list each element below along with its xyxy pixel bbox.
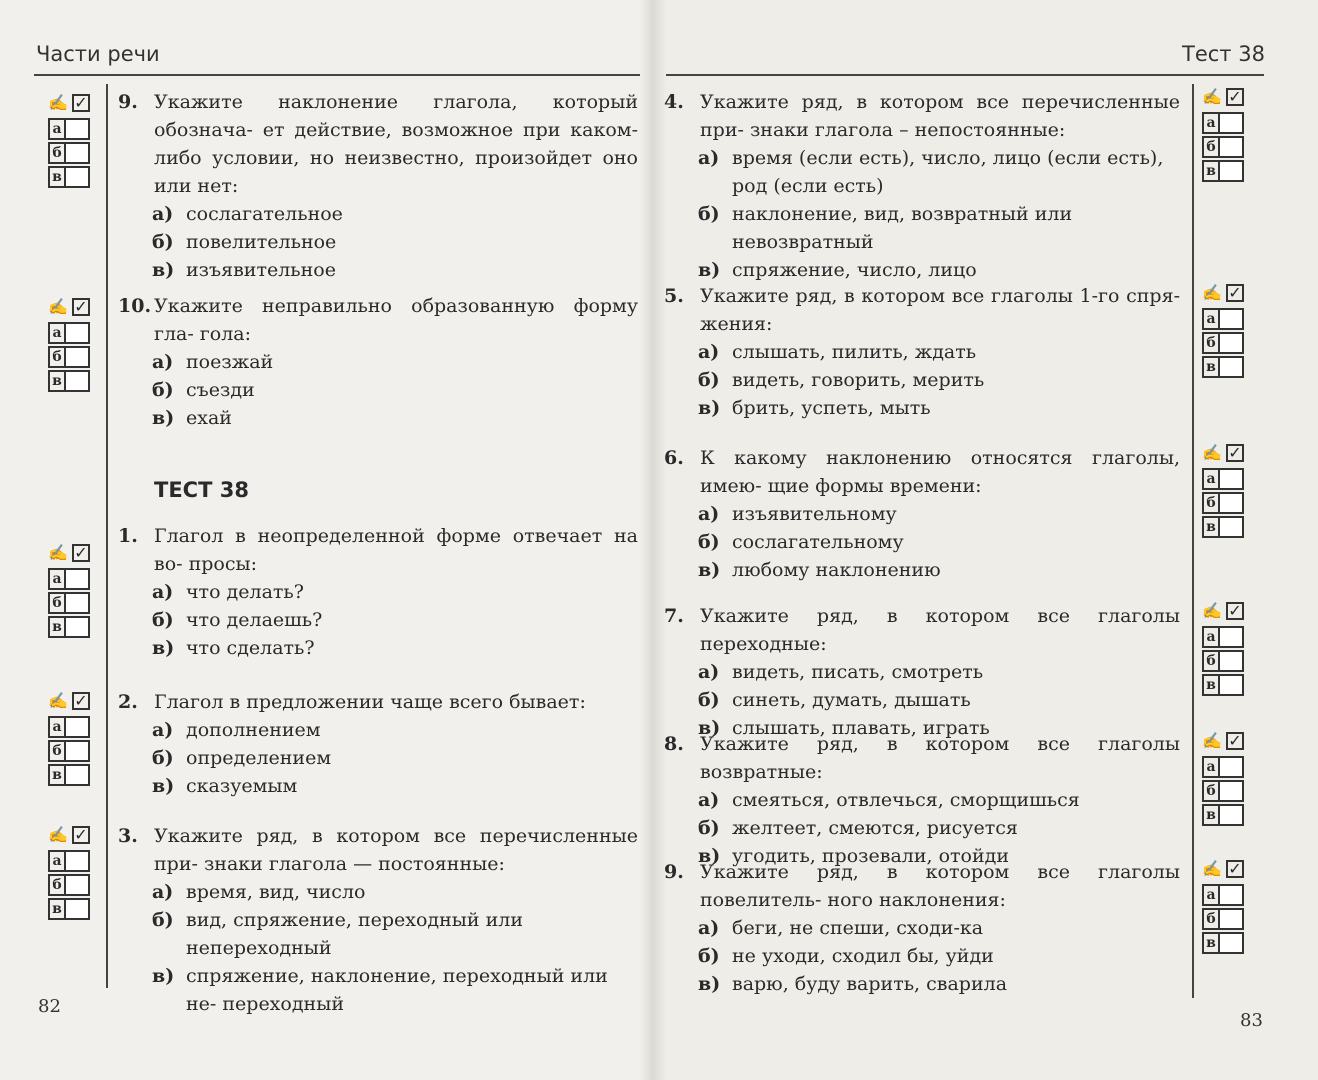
option-text: поезжай xyxy=(186,351,274,373)
question-left-4 xyxy=(118,688,638,800)
answer-option xyxy=(698,144,1180,200)
option-text: сослагательное xyxy=(186,203,343,225)
question-number: 5. xyxy=(664,285,684,307)
question-right-6 xyxy=(664,858,1180,998)
answer-checkbox[interactable] xyxy=(66,764,90,786)
option-text: слышать, пилить, ждать xyxy=(732,341,977,363)
option-letter: б) xyxy=(698,689,720,711)
option-text: любому наклонению xyxy=(732,559,941,581)
answer-checkbox[interactable] xyxy=(1220,884,1244,906)
question-text: Укажите ряд, в котором все перечисленные при- знаки глагола – непостоянные: xyxy=(700,91,1180,141)
answer-label: в xyxy=(48,898,66,920)
answer-option xyxy=(152,744,638,772)
answer-option xyxy=(698,394,1180,422)
answer-box-header xyxy=(48,822,98,848)
option-text: сказуемым xyxy=(186,775,298,797)
option-letter: в) xyxy=(698,717,721,739)
answer-checkbox[interactable] xyxy=(1220,160,1244,182)
answer-checkbox[interactable] xyxy=(66,740,90,762)
pen-icon: ✍ xyxy=(1202,87,1222,106)
answer-box-group xyxy=(1202,728,1252,826)
answer-checkbox-row[interactable] xyxy=(1202,308,1252,330)
answer-label: а xyxy=(1202,112,1220,134)
option-letter: б) xyxy=(698,203,720,225)
question-stem xyxy=(664,858,1180,914)
pen-icon: ✍ xyxy=(1202,443,1222,462)
answer-box-header xyxy=(48,688,98,714)
option-letter: в) xyxy=(152,775,175,797)
answer-checkbox-row[interactable] xyxy=(48,592,98,614)
answer-box-group xyxy=(48,90,98,188)
checkbox-icon: ✓ xyxy=(72,826,90,844)
option-letter: в) xyxy=(698,259,721,281)
question-number: 6. xyxy=(664,447,684,469)
checkbox-icon: ✓ xyxy=(1226,860,1244,878)
option-text: изъявительное xyxy=(186,259,336,281)
answer-checkbox[interactable] xyxy=(66,370,90,392)
answer-box-group xyxy=(1202,856,1252,954)
question-left-2 xyxy=(118,292,638,432)
question-text: Укажите ряд, в котором все перечисленные при- знаки глагола — постоянные: xyxy=(154,825,638,875)
option-text: ехай xyxy=(186,407,232,429)
answer-checkbox-row[interactable] xyxy=(1202,650,1252,672)
answer-checkbox[interactable] xyxy=(66,142,90,164)
option-text: слышать, плавать, играть xyxy=(732,717,990,739)
answer-checkbox[interactable] xyxy=(66,616,90,638)
answer-checkbox-row[interactable] xyxy=(1202,332,1252,354)
answer-checkbox[interactable] xyxy=(66,850,90,872)
answer-option xyxy=(152,772,638,800)
answer-checkbox-row[interactable] xyxy=(48,764,98,786)
question-text: Глагол в предложении чаще всего бывает: xyxy=(154,691,586,713)
option-text: определением xyxy=(186,747,332,769)
answer-box-header xyxy=(1202,856,1252,882)
option-letter: б) xyxy=(698,817,720,839)
answer-label: б xyxy=(1202,650,1220,672)
option-text: спряжение, наклонение, переходный или не- переходный xyxy=(186,965,608,1015)
option-text: спряжение, число, лицо xyxy=(732,259,977,281)
answer-option xyxy=(698,914,1180,942)
question-number: 8. xyxy=(664,733,684,755)
answer-checkbox[interactable] xyxy=(1220,804,1244,826)
question-stem xyxy=(118,822,638,878)
checkbox-icon: ✓ xyxy=(1226,88,1244,106)
answer-label: б xyxy=(48,740,66,762)
option-letter: а) xyxy=(152,881,174,903)
option-text: варю, буду варить, сварила xyxy=(732,973,1008,995)
answer-checkbox-row[interactable] xyxy=(1202,884,1252,906)
answer-option xyxy=(698,942,1180,970)
question-number: 9. xyxy=(118,91,138,113)
option-letter: а) xyxy=(698,147,720,169)
option-letter: в) xyxy=(698,973,721,995)
pen-icon: ✍ xyxy=(48,543,68,562)
option-letter: в) xyxy=(698,845,721,867)
option-letter: б) xyxy=(698,369,720,391)
question-stem xyxy=(664,282,1180,338)
option-letter: а) xyxy=(152,351,174,373)
answer-option xyxy=(698,556,1180,584)
option-letter: в) xyxy=(152,965,175,987)
question-text: Укажите ряд, в котором все глаголы возвратные: xyxy=(700,733,1180,783)
option-text: время (если есть), число, лицо (если есть), род (если есть) xyxy=(732,147,1164,197)
option-text: вид, спряжение, переходный или непереходный xyxy=(186,909,524,959)
option-letter: б) xyxy=(152,231,174,253)
answer-checkbox[interactable] xyxy=(1220,112,1244,134)
question-number: 9. xyxy=(664,861,684,883)
answer-checkbox[interactable] xyxy=(1220,780,1244,802)
option-text: видеть, говорить, мерить xyxy=(732,369,985,391)
question-text: Глагол в неопределенной форме отвечает на во- просы: xyxy=(154,525,638,575)
option-letter: б) xyxy=(152,609,174,631)
answer-checkbox[interactable] xyxy=(1220,932,1244,954)
checkbox-icon: ✓ xyxy=(1226,444,1244,462)
answer-checkbox[interactable] xyxy=(66,346,90,368)
checkbox-icon: ✓ xyxy=(1226,284,1244,302)
answer-box-group xyxy=(1202,84,1252,182)
answer-checkbox-row[interactable] xyxy=(48,568,98,590)
answer-label: в xyxy=(48,166,66,188)
pen-icon: ✍ xyxy=(48,691,68,710)
page-number-right: 83 xyxy=(1240,1010,1263,1031)
answer-label: б xyxy=(1202,908,1220,930)
answer-option xyxy=(698,500,1180,528)
question-left-5 xyxy=(118,822,638,1018)
answer-checkbox[interactable] xyxy=(66,716,90,738)
option-letter: а) xyxy=(152,203,174,225)
answer-option xyxy=(698,686,1180,714)
question-text: Укажите неправильно образованную форму гла- гола: xyxy=(154,295,638,345)
question-stem xyxy=(118,88,638,200)
answer-option xyxy=(152,634,638,662)
answer-option xyxy=(152,200,638,228)
question-stem xyxy=(118,688,638,716)
page-number-left: 82 xyxy=(38,996,61,1017)
option-text: желтеет, смеются, рисуется xyxy=(732,817,1018,839)
answer-checkbox[interactable] xyxy=(66,568,90,590)
answer-option xyxy=(152,878,638,906)
answer-box-group xyxy=(1202,598,1252,696)
option-letter: в) xyxy=(152,259,175,281)
answer-box-header xyxy=(1202,280,1252,306)
test-title: ТЕСТ 38 xyxy=(154,478,249,502)
question-left-3 xyxy=(118,522,638,662)
question-text: Укажите ряд, в котором все глаголы 1-го спря- жения: xyxy=(700,285,1180,335)
option-letter: а) xyxy=(698,661,720,683)
question-right-3 xyxy=(664,444,1180,584)
answer-label: в xyxy=(1202,804,1220,826)
answer-option xyxy=(698,528,1180,556)
margin-rule-right xyxy=(1192,84,1194,998)
answer-checkbox[interactable] xyxy=(1220,908,1244,930)
header-rule-left xyxy=(34,74,646,76)
answer-label: а xyxy=(1202,756,1220,778)
answer-label: в xyxy=(1202,516,1220,538)
answer-checkbox-row[interactable] xyxy=(48,850,98,872)
answer-box-group xyxy=(48,540,98,638)
option-text: время, вид, число xyxy=(186,881,366,903)
option-letter: а) xyxy=(698,503,720,525)
answer-checkbox-row[interactable] xyxy=(48,322,98,344)
header-rule-right xyxy=(652,74,1264,76)
checkbox-icon: ✓ xyxy=(72,692,90,710)
option-text: беги, не спеши, сходи-ка xyxy=(732,917,984,939)
answer-checkbox[interactable] xyxy=(66,592,90,614)
option-text: смеяться, отвлечься, сморщишься xyxy=(732,789,1080,811)
answer-label: б xyxy=(1202,780,1220,802)
answer-checkbox-row[interactable] xyxy=(1202,112,1252,134)
option-letter: б) xyxy=(152,379,174,401)
running-head-left: Части речи xyxy=(36,42,160,66)
question-stem xyxy=(118,292,638,348)
answer-option xyxy=(698,366,1180,394)
question-number: 10. xyxy=(118,295,152,317)
running-head-right: Тест 38 xyxy=(1182,42,1265,66)
answer-label: в xyxy=(48,616,66,638)
answer-checkbox[interactable] xyxy=(66,322,90,344)
option-text: видеть, писать, смотреть xyxy=(732,661,984,683)
answer-label: б xyxy=(48,874,66,896)
question-stem xyxy=(664,444,1180,500)
pen-icon: ✍ xyxy=(48,297,68,316)
option-letter: в) xyxy=(152,637,175,659)
answer-option xyxy=(152,606,638,634)
answer-option xyxy=(152,716,638,744)
answer-option xyxy=(152,578,638,606)
question-number: 1. xyxy=(118,525,138,547)
option-letter: а) xyxy=(152,581,174,603)
question-left-1 xyxy=(118,88,638,284)
option-text: съезди xyxy=(186,379,255,401)
answer-label: в xyxy=(1202,356,1220,378)
answer-label: в xyxy=(48,370,66,392)
answer-label: а xyxy=(48,850,66,872)
answer-checkbox-row[interactable] xyxy=(48,166,98,188)
answer-checkbox-row[interactable] xyxy=(48,346,98,368)
answer-option xyxy=(152,962,638,1018)
answer-checkbox-row[interactable] xyxy=(1202,516,1252,538)
answer-option xyxy=(152,256,638,284)
question-right-5 xyxy=(664,730,1180,870)
answer-checkbox-row[interactable] xyxy=(48,874,98,896)
option-letter: а) xyxy=(152,719,174,741)
answer-checkbox-row[interactable] xyxy=(1202,160,1252,182)
answer-checkbox[interactable] xyxy=(1220,492,1244,514)
answer-checkbox-row[interactable] xyxy=(48,740,98,762)
answer-checkbox[interactable] xyxy=(1220,516,1244,538)
option-letter: в) xyxy=(698,397,721,419)
answer-checkbox[interactable] xyxy=(66,166,90,188)
answer-label: в xyxy=(1202,932,1220,954)
answer-checkbox[interactable] xyxy=(1220,756,1244,778)
answer-checkbox[interactable] xyxy=(1220,626,1244,648)
answer-checkbox-row[interactable] xyxy=(48,616,98,638)
pen-icon: ✍ xyxy=(1202,731,1222,750)
question-text: Укажите ряд, в котором все глаголы переходные: xyxy=(700,605,1180,655)
answer-label: б xyxy=(1202,332,1220,354)
answer-option xyxy=(152,906,638,962)
answer-checkbox-row[interactable] xyxy=(1202,136,1252,158)
answer-box-group xyxy=(1202,280,1252,378)
answer-label: б xyxy=(1202,492,1220,514)
answer-checkbox[interactable] xyxy=(1220,332,1244,354)
answer-checkbox[interactable] xyxy=(66,898,90,920)
answer-checkbox-row[interactable] xyxy=(1202,756,1252,778)
answer-checkbox[interactable] xyxy=(1220,308,1244,330)
option-text: дополнением xyxy=(186,719,321,741)
question-text: Укажите ряд, в котором все глаголы повелитель- ного наклонения: xyxy=(700,861,1180,911)
option-letter: а) xyxy=(698,917,720,939)
answer-option xyxy=(152,404,638,432)
answer-label: а xyxy=(1202,308,1220,330)
answer-checkbox[interactable] xyxy=(1220,650,1244,672)
answer-label: б xyxy=(48,592,66,614)
answer-checkbox-row[interactable] xyxy=(48,142,98,164)
option-text: что сделать? xyxy=(186,637,315,659)
answer-option xyxy=(152,228,638,256)
question-stem xyxy=(664,602,1180,658)
answer-box-header xyxy=(1202,598,1252,624)
answer-option xyxy=(152,348,638,376)
option-text: синеть, думать, дышать xyxy=(732,689,971,711)
option-text: что делаешь? xyxy=(186,609,323,631)
answer-checkbox-row[interactable] xyxy=(48,370,98,392)
answer-checkbox-row[interactable] xyxy=(48,898,98,920)
margin-rule-left xyxy=(106,84,108,988)
answer-box-header xyxy=(48,540,98,566)
answer-option xyxy=(698,658,1180,686)
answer-option xyxy=(698,256,1180,284)
answer-checkbox-row[interactable] xyxy=(1202,492,1252,514)
answer-label: б xyxy=(48,142,66,164)
answer-box-group xyxy=(48,822,98,920)
question-text: К какому наклонению относятся глаголы, имею- щие формы времени: xyxy=(700,447,1180,497)
option-text: наклонение, вид, возвратный или невозвратный xyxy=(732,203,1073,253)
option-letter: б) xyxy=(152,747,174,769)
question-number: 7. xyxy=(664,605,684,627)
answer-option xyxy=(698,200,1180,256)
answer-option xyxy=(698,338,1180,366)
answer-checkbox-row[interactable] xyxy=(1202,804,1252,826)
answer-checkbox-row[interactable] xyxy=(1202,356,1252,378)
answer-checkbox-row[interactable] xyxy=(1202,908,1252,930)
answer-box-header xyxy=(48,90,98,116)
option-letter: б) xyxy=(698,945,720,967)
question-right-2 xyxy=(664,282,1180,422)
answer-box-header xyxy=(1202,728,1252,754)
answer-label: а xyxy=(1202,884,1220,906)
question-number: 4. xyxy=(664,91,684,113)
answer-box-header xyxy=(48,294,98,320)
question-number: 2. xyxy=(118,691,138,713)
checkbox-icon: ✓ xyxy=(72,94,90,112)
answer-box-group xyxy=(48,294,98,392)
answer-box-group xyxy=(1202,440,1252,538)
option-text: изъявительному xyxy=(732,503,897,525)
pen-icon: ✍ xyxy=(1202,601,1222,620)
answer-label: а xyxy=(1202,626,1220,648)
answer-box-header xyxy=(1202,84,1252,110)
pen-icon: ✍ xyxy=(1202,283,1222,302)
answer-box-group xyxy=(48,688,98,786)
answer-checkbox[interactable] xyxy=(66,118,90,140)
question-stem xyxy=(118,522,638,578)
answer-label: в xyxy=(48,764,66,786)
answer-checkbox-row[interactable] xyxy=(48,118,98,140)
answer-checkbox[interactable] xyxy=(1220,136,1244,158)
book-gutter xyxy=(640,0,666,1080)
checkbox-icon: ✓ xyxy=(1226,602,1244,620)
option-text: угодить, прозевали, отойди xyxy=(732,845,1009,867)
answer-checkbox-row[interactable] xyxy=(1202,626,1252,648)
checkbox-icon: ✓ xyxy=(72,298,90,316)
answer-option xyxy=(152,376,638,404)
option-text: брить, успеть, мыть xyxy=(732,397,931,419)
answer-checkbox[interactable] xyxy=(1220,674,1244,696)
option-letter: а) xyxy=(698,341,720,363)
answer-checkbox-row[interactable] xyxy=(1202,780,1252,802)
answer-checkbox[interactable] xyxy=(66,874,90,896)
pen-icon: ✍ xyxy=(48,825,68,844)
option-letter: в) xyxy=(152,407,175,429)
answer-box-header xyxy=(1202,440,1252,466)
option-text: не уходи, сходил бы, уйди xyxy=(732,945,994,967)
answer-option xyxy=(698,786,1180,814)
option-letter: б) xyxy=(698,531,720,553)
answer-checkbox[interactable] xyxy=(1220,468,1244,490)
pen-icon: ✍ xyxy=(48,93,68,112)
pen-icon: ✍ xyxy=(1202,859,1222,878)
answer-label: б xyxy=(48,346,66,368)
question-stem xyxy=(664,730,1180,786)
checkbox-icon: ✓ xyxy=(1226,732,1244,750)
question-right-4 xyxy=(664,602,1180,742)
answer-checkbox[interactable] xyxy=(1220,356,1244,378)
answer-label: в xyxy=(1202,674,1220,696)
checkbox-icon: ✓ xyxy=(72,544,90,562)
answer-label: а xyxy=(48,118,66,140)
answer-label: а xyxy=(1202,468,1220,490)
option-letter: а) xyxy=(698,789,720,811)
answer-checkbox-row[interactable] xyxy=(1202,674,1252,696)
answer-label: в xyxy=(1202,160,1220,182)
question-stem xyxy=(664,88,1180,144)
answer-option xyxy=(698,970,1180,998)
answer-label: а xyxy=(48,568,66,590)
option-text: что делать? xyxy=(186,581,304,603)
question-right-1 xyxy=(664,88,1180,284)
answer-option xyxy=(698,814,1180,842)
question-number: 3. xyxy=(118,825,138,847)
answer-checkbox-row[interactable] xyxy=(48,716,98,738)
answer-label: а xyxy=(48,716,66,738)
answer-checkbox-row[interactable] xyxy=(1202,932,1252,954)
option-text: повелительное xyxy=(186,231,337,253)
answer-checkbox-row[interactable] xyxy=(1202,468,1252,490)
option-text: сослагательному xyxy=(732,531,904,553)
option-letter: б) xyxy=(152,909,174,931)
question-text: Укажите наклонение глагола, который обознача- ет действие, возможное при каком-либо условии, но неизвестно, произойдет оно или нет: xyxy=(154,91,638,197)
answer-label: б xyxy=(1202,136,1220,158)
option-letter: в) xyxy=(698,559,721,581)
answer-label: а xyxy=(48,322,66,344)
